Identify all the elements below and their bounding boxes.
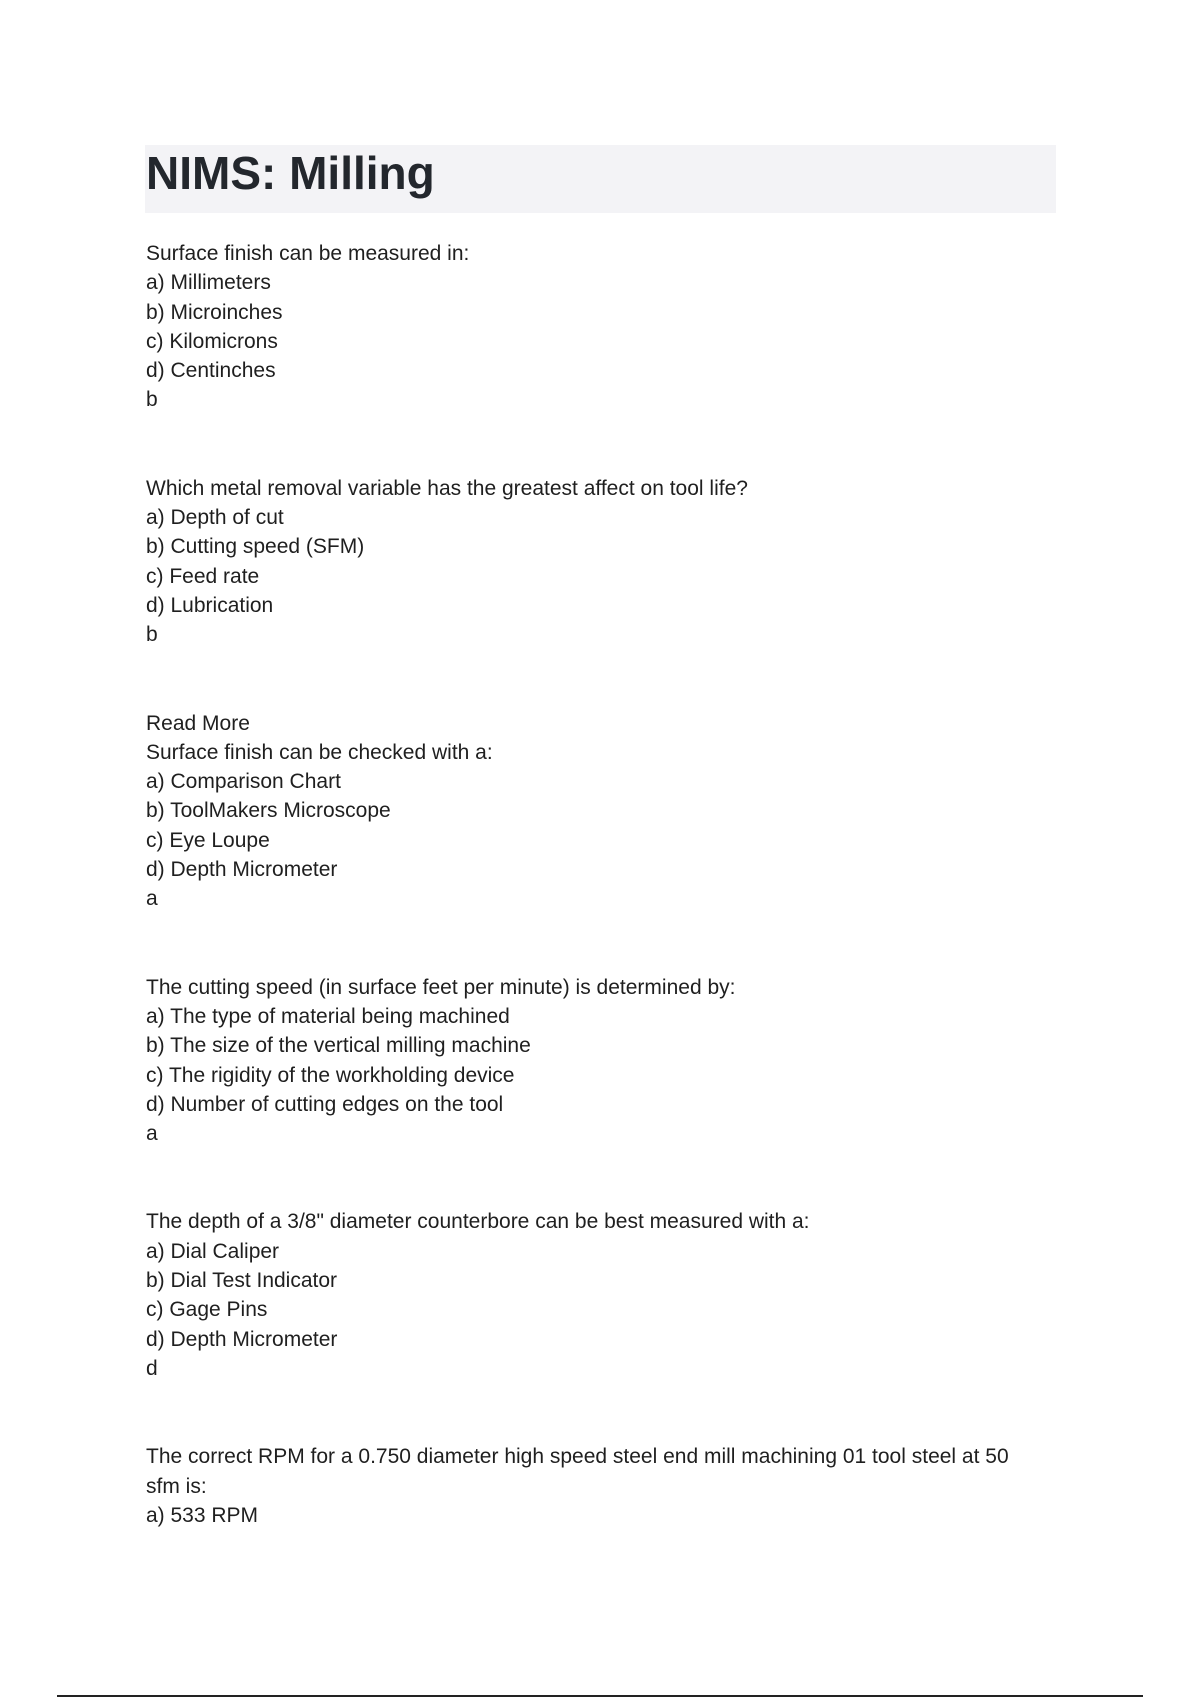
answer-option: b) Dial Test Indicator bbox=[146, 1269, 338, 1293]
question-prompt: Surface finish can be checked with a: bbox=[146, 740, 493, 764]
answer-option: d) Number of cutting edges on the tool bbox=[146, 1092, 504, 1116]
answer-option: a) Dial Caliper bbox=[146, 1239, 280, 1263]
question-5 bbox=[146, 1207, 1046, 1383]
page-footer-divider bbox=[57, 1695, 1143, 1697]
correct-answer: b bbox=[146, 623, 158, 647]
question-prompt: The correct RPM for a 0.750 diameter high speed steel end mill machining 01 tool steel at 50 sfm is: bbox=[146, 1445, 1009, 1498]
answer-option: c) Gage Pins bbox=[146, 1298, 268, 1322]
question-prompt: Which metal removal variable has the greatest affect on tool life? bbox=[146, 476, 748, 500]
correct-answer: d bbox=[146, 1356, 158, 1380]
answer-option: c) Eye Loupe bbox=[146, 828, 270, 852]
answer-option: c) Feed rate bbox=[146, 564, 260, 588]
answer-option: d) Depth Micrometer bbox=[146, 1327, 338, 1351]
answer-option: a) Depth of cut bbox=[146, 506, 284, 530]
answer-option: b) ToolMakers Microscope bbox=[146, 799, 391, 823]
question-list bbox=[146, 239, 1046, 1589]
question-prompt: Surface finish can be measured in: bbox=[146, 242, 470, 265]
answer-option: c) The rigidity of the workholding device bbox=[146, 1063, 515, 1087]
question-2 bbox=[146, 474, 1046, 650]
question-1 bbox=[146, 239, 1046, 415]
answer-option: a) Millimeters bbox=[146, 271, 271, 295]
correct-answer: a bbox=[146, 887, 158, 911]
question-6 bbox=[146, 1442, 1046, 1530]
question-prompt: The depth of a 3/8" diameter counterbore can be best measured with a: bbox=[146, 1210, 810, 1234]
question-3 bbox=[146, 709, 1046, 914]
page-title: NIMS: Milling bbox=[146, 147, 435, 199]
answer-option: d) Depth Micrometer bbox=[146, 858, 338, 882]
answer-option: a) The type of material being machined bbox=[146, 1004, 510, 1028]
answer-option: c) Kilomicrons bbox=[146, 329, 278, 353]
question-4 bbox=[146, 973, 1046, 1149]
answer-option: b) Cutting speed (SFM) bbox=[146, 535, 365, 559]
answer-option: a) 533 RPM bbox=[146, 1503, 259, 1527]
answer-option: b) The size of the vertical milling machine bbox=[146, 1034, 531, 1058]
question-prompt: The cutting speed (in surface feet per minute) is determined by: bbox=[146, 975, 736, 999]
answer-option: a) Comparison Chart bbox=[146, 770, 341, 794]
correct-answer: b bbox=[146, 388, 158, 412]
answer-option: b) Microinches bbox=[146, 300, 283, 324]
correct-answer: a bbox=[146, 1122, 158, 1146]
read-more-link[interactable]: Read More bbox=[146, 711, 250, 735]
answer-option: d) Centinches bbox=[146, 359, 276, 383]
answer-option: d) Lubrication bbox=[146, 593, 274, 617]
